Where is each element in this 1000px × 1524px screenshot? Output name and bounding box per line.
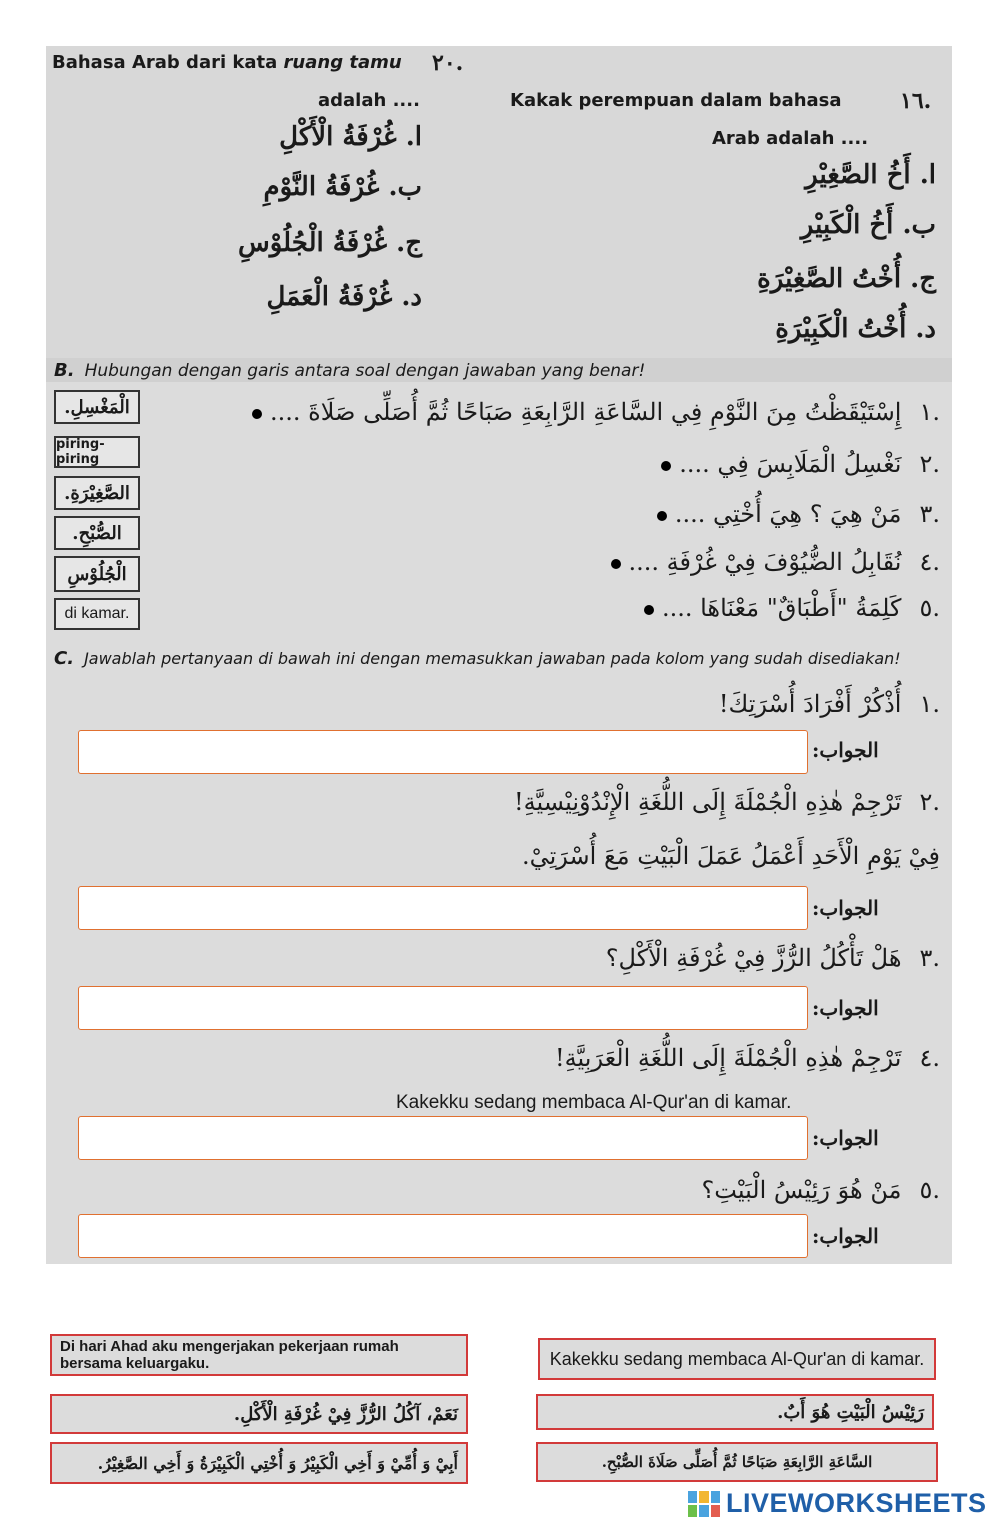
essay-question-1: .١أُذْكُرْ أَفْرَادَ أُسْرَتِكَ! <box>718 690 940 718</box>
answer-label-2: الجواب: <box>812 896 879 920</box>
match-tile-4[interactable]: الصُّبْحِ. <box>54 516 140 550</box>
q16-option-c: ج. أُخْتُ الصَّغِيْرَةِ <box>757 264 936 294</box>
match-question-3: .٣مَنْ هِيَ ؟ هِيَ أُخْتِي .... <box>657 500 940 528</box>
essay-question-4-sentence: Kakekku sedang membaca Al-Qur'an di kamar. <box>396 1092 792 1113</box>
brand-name: LIVEWORKSHEETS <box>726 1488 987 1518</box>
match-dot-2[interactable] <box>661 461 671 471</box>
match-question-1: .١إِسْتَيْقَظْتُ مِنَ النَّوْمِ فِي السَّاعَةِ الرَّابِعَةِ صَبَاحًا ثُمَّ أُصَلِّى صَلَاةَ .... <box>252 398 940 426</box>
q20-text-continued: adalah .... <box>318 90 420 111</box>
answer-label-4: الجواب: <box>812 1126 879 1150</box>
q20-option-a: ا. غُرْفَةُ الْأَكْلِ <box>279 122 422 152</box>
match-tile-3[interactable]: الصَّغِيْرَةِ. <box>54 476 140 510</box>
section-c-instruction: C. Jawablah pertanyaan di bawah ini dengan memasukkan jawaban pada kolom yang sudah disediakan! <box>54 648 901 669</box>
q16-number: .١٦ <box>900 88 932 114</box>
answer-input-5[interactable] <box>78 1214 808 1258</box>
answer-label-5: الجواب: <box>812 1224 879 1248</box>
match-tile-5[interactable]: الْجُلُوْسِ <box>54 556 140 592</box>
answer-card-left-2[interactable]: نَعَمْ، آكُلُ الرُّزَّ فِيْ غُرْفَةِ الْأَكْلِ. <box>50 1394 468 1434</box>
essay-question-4: .٤تَرْجِمْ هٰذِهِ الْجُمْلَةَ إِلَى اللُّغَةِ الْعَرَبِيَّةِ! <box>555 1044 940 1072</box>
q16-text: Kakak perempuan dalam bahasa <box>510 90 842 111</box>
match-tile-2[interactable]: piring-piring <box>54 436 140 468</box>
answer-card-left-3[interactable]: أَبِيْ وَ أُمِّيْ وَ أَخِي الْكَبِيْرُ وَ أُخْتِي الْكَبِيْرَةُ وَ أَخِي الصَّغِيْرُ. <box>50 1442 468 1484</box>
q20-option-c: ج. غُرْفَةُ الْجُلُوْسِ <box>238 228 422 258</box>
answer-input-1[interactable] <box>78 730 808 774</box>
match-dot-5[interactable] <box>644 605 654 615</box>
answer-input-2[interactable] <box>78 886 808 930</box>
q16-option-a: ا. أَخُ الصَّغِيْرِ <box>805 160 936 190</box>
answer-card-right-2[interactable]: رَئِيْسُ الْبَيْتِ هُوَ أَبٌ. <box>536 1394 934 1430</box>
answer-input-4[interactable] <box>78 1116 808 1160</box>
answer-label-1: الجواب: <box>812 738 879 762</box>
essay-question-5: .٥مَنْ هُوَ رَئِيْسُ الْبَيْتِ؟ <box>701 1176 940 1204</box>
q16-text-continued: Arab adalah .... <box>712 128 869 149</box>
q20-option-d: د. غُرْفَةُ الْعَمَلِ <box>266 282 422 312</box>
essay-question-3: .٣هَلْ تَأْكُلُ الرُّزَّ فِيْ غُرْفَةِ الْأَكْلِ؟ <box>605 944 940 972</box>
q20-text: Bahasa Arab dari kata ruang tamu <box>52 52 402 73</box>
liveworksheets-logo-icon <box>688 1491 720 1517</box>
answer-label-3: الجواب: <box>812 996 879 1020</box>
essay-question-2: .٢تَرْجِمْ هٰذِهِ الْجُمْلَةَ إِلَى اللُّغَةِ الْإِنْدُوْنِيْسِيَّةِ! <box>513 788 940 816</box>
section-b-instruction: B. Hubungan dengan garis antara soal dengan jawaban yang benar! <box>54 360 646 381</box>
answer-card-right-1[interactable]: Kakekku sedang membaca Al-Qur'an di kamar. <box>538 1338 936 1380</box>
liveworksheets-brand <box>688 1488 987 1519</box>
essay-question-2-sentence: فِيْ يَوْمِ الْأَحَدِ أَعْمَلُ عَمَلَ الْبَيْتِ مَعَ أُسْرَتِيْ. <box>521 842 940 870</box>
answer-card-left-1[interactable]: Di hari Ahad aku mengerjakan pekerjaan rumah bersama keluargaku. <box>50 1334 468 1376</box>
match-dot-4[interactable] <box>611 559 621 569</box>
match-question-4: .٤نُقَابِلُ الضُّيُوْفَ فِيْ غُرْفَةِ .... <box>611 548 940 576</box>
match-tile-6[interactable]: di kamar. <box>54 598 140 630</box>
match-question-2: .٢نَغْسِلُ الْمَلَابِسَ فِي .... <box>661 450 940 478</box>
match-dot-1[interactable] <box>252 409 262 419</box>
q16-option-d: د. أُخْتُ الْكَبِيْرَةِ <box>775 314 936 344</box>
q20-option-b: ب. غُرْفَةُ النَّوْمِ <box>263 172 422 202</box>
match-tile-1[interactable]: الْمَغْسِلِ. <box>54 390 140 424</box>
answer-input-3[interactable] <box>78 986 808 1030</box>
q20-number: .٢٠ <box>432 50 464 76</box>
match-dot-3[interactable] <box>657 511 667 521</box>
q16-option-b: ب. أَخُ الْكَبِيْرِ <box>800 210 936 240</box>
answer-card-right-3[interactable]: السَّاعَةِ الرَّابِعَةِ صَبَاحًا ثُمَّ أُصَلِّى صَلَاةَ الصُّبْحِ. <box>536 1442 938 1482</box>
match-question-5: .٥كَلِمَةُ "أَطْبَاقٌ" مَعْنَاهَا .... <box>644 594 940 622</box>
